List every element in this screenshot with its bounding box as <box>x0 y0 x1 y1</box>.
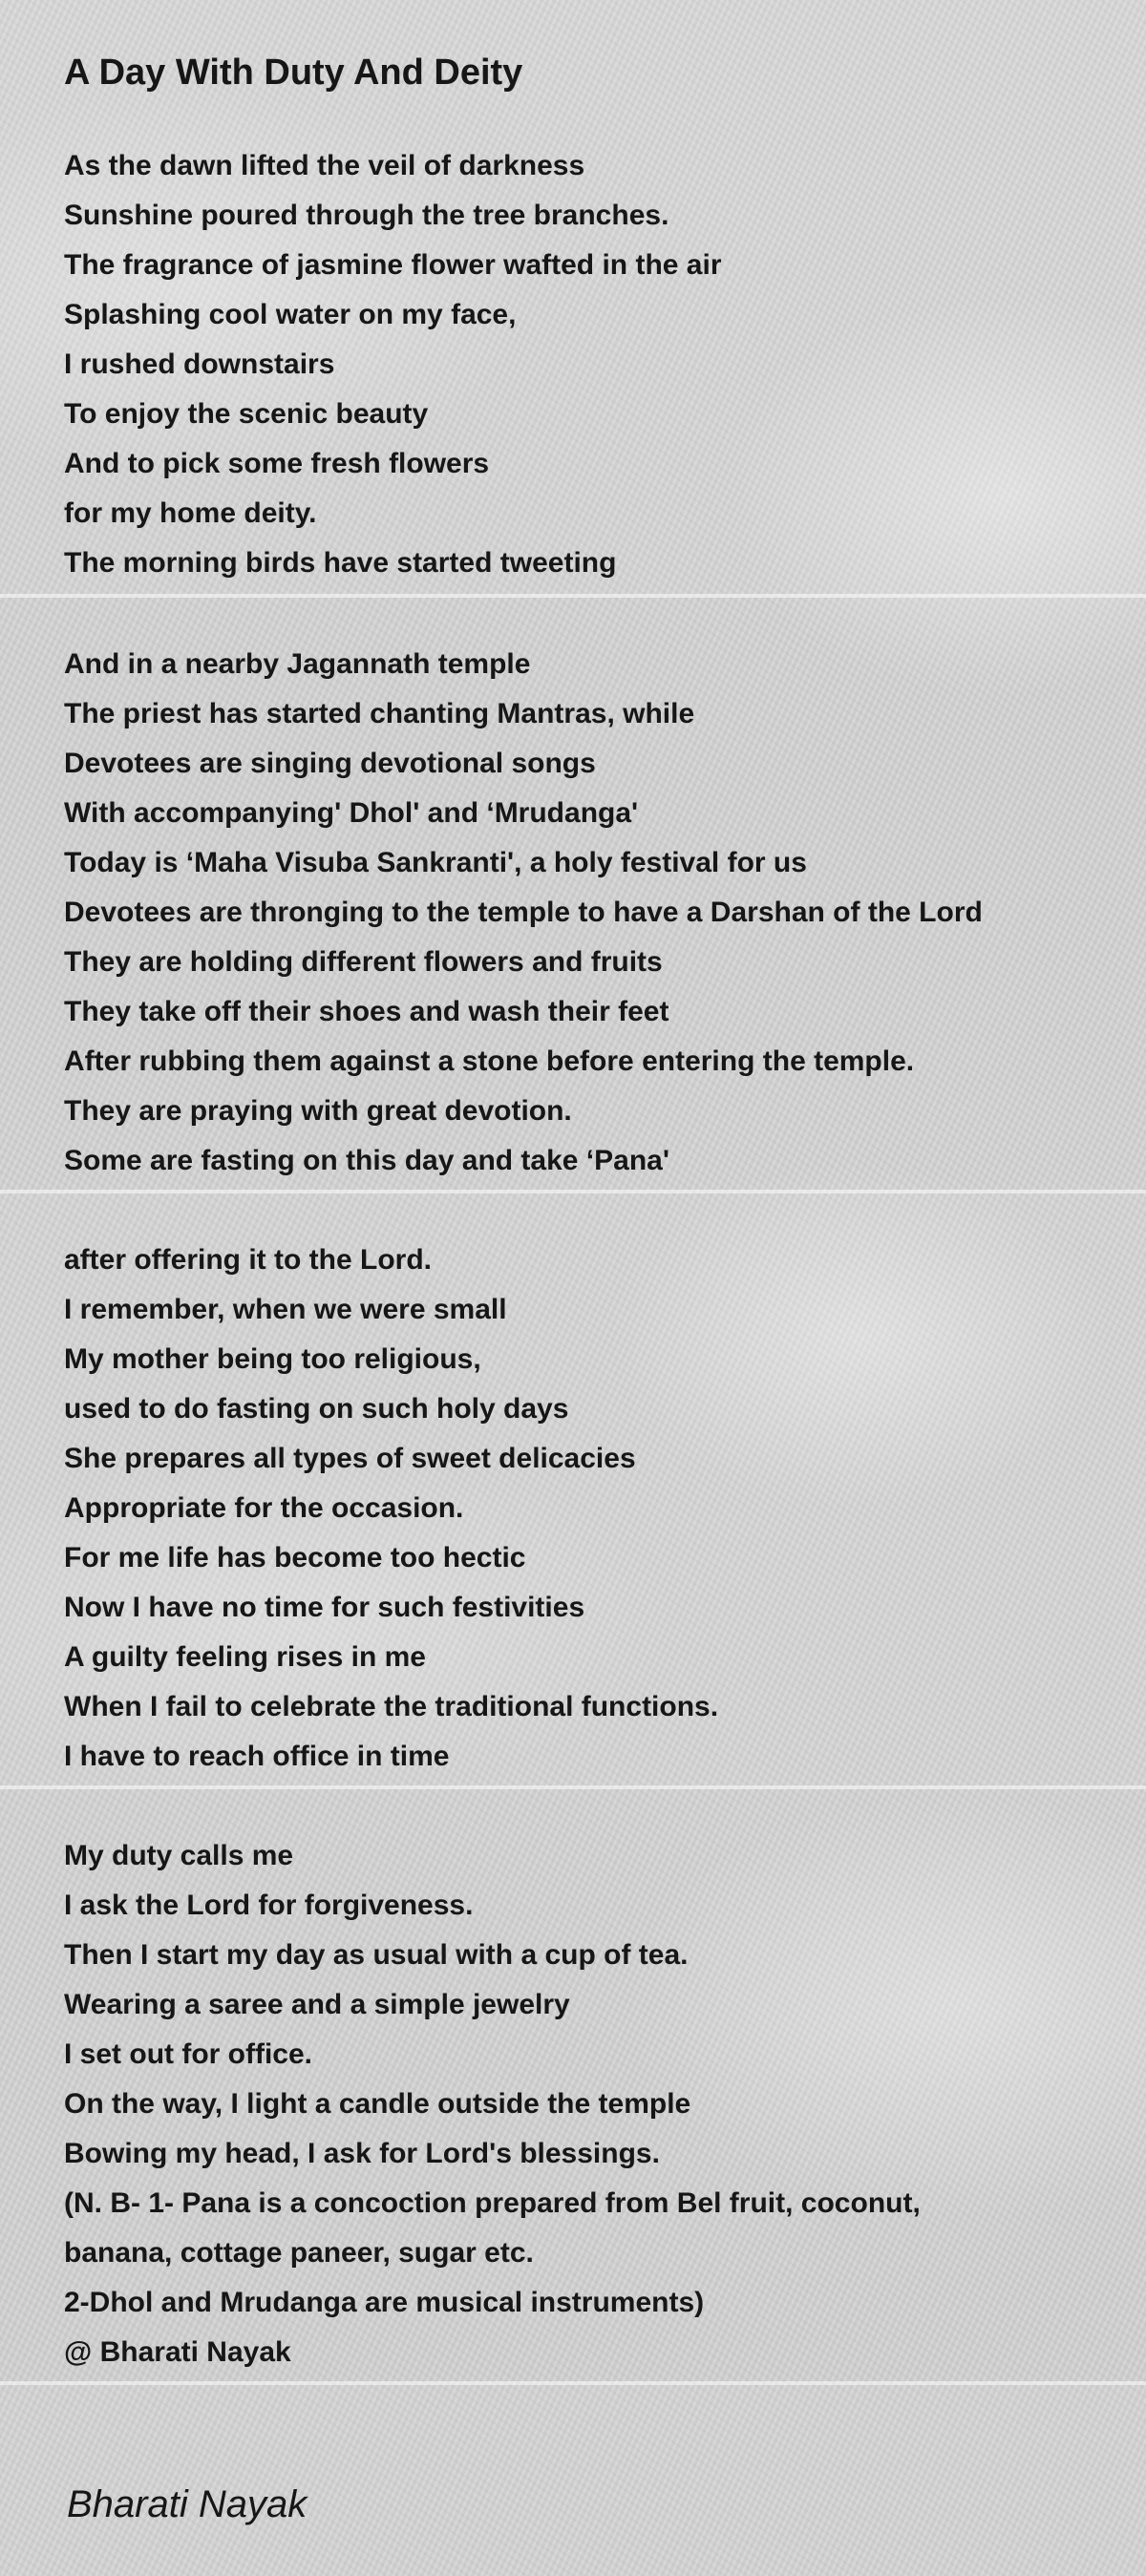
poem-line: after offering it to the Lord. <box>64 1244 432 1276</box>
section-divider <box>0 2381 1146 2385</box>
poem-line: After rubbing them against a stone before entering the temple. <box>64 1045 915 1077</box>
section-divider <box>0 1785 1146 1789</box>
poem-line: To enjoy the scenic beauty <box>64 398 429 430</box>
poem-line: A guilty feeling rises in me <box>64 1641 426 1673</box>
poem-line: On the way, I light a candle outside the temple <box>64 2088 691 2120</box>
poem-line: Sunshine poured through the tree branches. <box>64 200 669 231</box>
stanza-3 <box>64 1235 718 1782</box>
poem-line: I rushed downstairs <box>64 348 335 380</box>
poem-line: Then I start my day as usual with a cup of tea. <box>64 1939 689 1971</box>
poem-line: @ Bharati Nayak <box>64 2336 291 2368</box>
section-divider <box>0 594 1146 598</box>
poem-line: And to pick some fresh flowers <box>64 448 490 479</box>
poem-line: As the dawn lifted the veil of darkness <box>64 150 585 181</box>
poem-line: They are holding different flowers and fruits <box>64 946 663 978</box>
poem-line: I ask the Lord for forgiveness. <box>64 1890 474 1921</box>
poem-line: Splashing cool water on my face, <box>64 299 517 330</box>
poem-line: She prepares all types of sweet delicacies <box>64 1443 636 1474</box>
poem-line: My mother being too religious, <box>64 1343 481 1375</box>
poem-line: Appropriate for the occasion. <box>64 1492 464 1524</box>
poem-line: I remember, when we were small <box>64 1294 507 1325</box>
poem-line: Bowing my head, I ask for Lord's blessings. <box>64 2138 660 2169</box>
author-name: Bharati Nayak <box>67 2483 308 2525</box>
section-divider <box>0 1190 1146 1193</box>
poem-line: I set out for office. <box>64 2038 313 2070</box>
poem-line: The fragrance of jasmine flower wafted in the air <box>64 249 722 281</box>
poem-line: (N. B- 1- Pana is a concoction prepared from Bel fruit, coconut, <box>64 2187 921 2219</box>
stanza-4 <box>64 1831 921 2377</box>
poem-line: for my home deity. <box>64 497 317 529</box>
poem-line: Today is ‘Maha Visuba Sankranti', a holy festival for us <box>64 847 807 878</box>
poem-line: Some are fasting on this day and take ‘Pana' <box>64 1145 669 1176</box>
poem-line: Devotees are thronging to the temple to have a Darshan of the Lord <box>64 897 983 928</box>
poem-line: And in a nearby Jagannath temple <box>64 648 531 680</box>
poem-line: banana, cottage paneer, sugar etc. <box>64 2237 534 2269</box>
stanza-1 <box>64 141 722 588</box>
poem-line: For me life has become too hectic <box>64 1542 526 1573</box>
stanza-2 <box>64 640 983 1186</box>
poem-line: Now I have no time for such festivities <box>64 1592 585 1623</box>
poem-line: The priest has started chanting Mantras, while <box>64 698 695 729</box>
poem-line: 2-Dhol and Mrudanga are musical instruments) <box>64 2287 705 2318</box>
poem-line: When I fail to celebrate the traditional functions. <box>64 1691 719 1722</box>
poem-line: The morning birds have started tweeting <box>64 547 617 579</box>
poem-line: They are praying with great devotion. <box>64 1095 572 1127</box>
poem-line: I have to reach office in time <box>64 1741 450 1772</box>
poem-line: used to do fasting on such holy days <box>64 1393 569 1425</box>
poem-line: My duty calls me <box>64 1840 294 1871</box>
poem-title: A Day With Duty And Deity <box>64 53 523 93</box>
poem-line: Devotees are singing devotional songs <box>64 748 596 779</box>
poem-line: They take off their shoes and wash their feet <box>64 996 669 1027</box>
poem-line: Wearing a saree and a simple jewelry <box>64 1989 570 2020</box>
poem-line: With accompanying' Dhol' and ‘Mrudanga' <box>64 797 639 829</box>
